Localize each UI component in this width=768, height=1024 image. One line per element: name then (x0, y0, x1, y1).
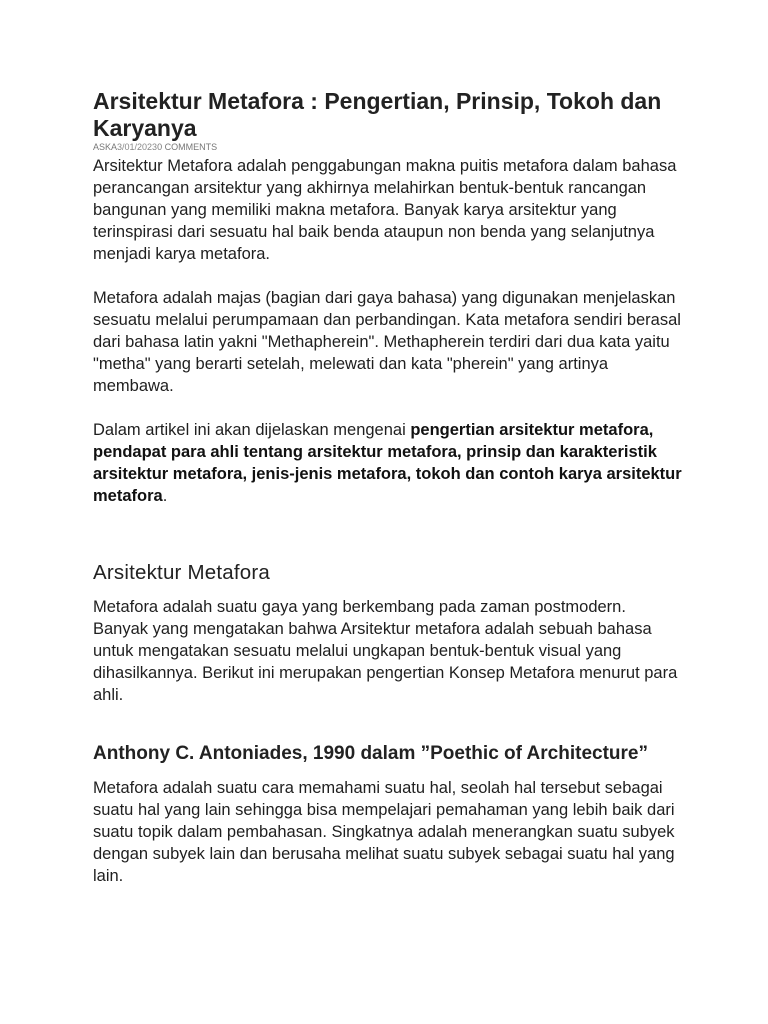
intro-paragraph-3-highlight: pengertian arsitektur metafora, pendapat para ahli tentang arsitektur metafora, prinsip dan karakteristik arsitektur metafora, jenis-jenis metafora, tokoh dan contoh karya arsitektur metafora (93, 421, 682, 505)
intro-paragraph-1: Arsitektur Metafora adalah penggabungan makna puitis metafora dalam bahasa perancangan arsitektur yang akhirnya melahirkan bentuk-bentuk rancangan bangunan yang memiliki makna metafora. Banyak karya arsitektur yang terinspirasi dari sesuatu hal baik benda ataupun non benda yang selanjutnya menjadi karya metafora. (93, 157, 677, 263)
meta-author[interactable]: ASKA (93, 142, 118, 152)
section-heading-arsitektur-metafora: Arsitektur Metafora (93, 561, 270, 584)
intro-paragraph-3-lead: Dalam artikel ini akan dijelaskan mengenai (93, 421, 411, 439)
meta-date[interactable]: 3/01/2023 (117, 142, 158, 152)
meta-comments[interactable]: 0 COMMENTS (157, 142, 218, 152)
article-meta (93, 142, 683, 152)
subsection-paragraph-antoniades: Metafora adalah suatu cara memahami suatu hal, seolah hal tersebut sebagai suatu hal yang lain sehingga bisa mempelajari pemahaman yang lebih baik dari suatu topik dalam pembahasan. Singkatnya adalah menerangkan suatu subyek dengan subyek lain dan berusaha melihat suatu subyek sebagai suatu hal yang lain. (93, 779, 675, 885)
subsection-heading-antoniades: Anthony C. Antoniades, 1990 dalam ”Poethic of Architecture” (93, 743, 648, 764)
article (93, 88, 683, 887)
intro-paragraph-3-end: . (162, 487, 168, 505)
section-paragraph-arsitektur-metafora: Metafora adalah suatu gaya yang berkembang pada zaman postmodern. Banyak yang mengatakan bahwa Arsitektur metafora adalah sebuah bahasa untuk mengatakan sesuatu melalui ungkapan bentuk-bentuk visual yang dihasilkannya. Berikut ini merupakan pengertian Konsep Metafora menurut para ahli. (93, 598, 678, 704)
article-title: Arsitektur Metafora : Pengertian, Prinsip, Tokoh dan Karyanya (93, 88, 662, 141)
intro-paragraph-3 (93, 419, 683, 507)
intro-paragraph-2: Metafora adalah majas (bagian dari gaya bahasa) yang digunakan menjelaskan sesuatu melalui perumpamaan dan perbandingan. Kata metafora sendiri berasal dari bahasa latin yakni "Methapherein". Methapherein terdiri dari dua kata yaitu "metha" yang berarti setelah, melewati dan kata "pherein" yang artinya membawa. (93, 289, 681, 395)
